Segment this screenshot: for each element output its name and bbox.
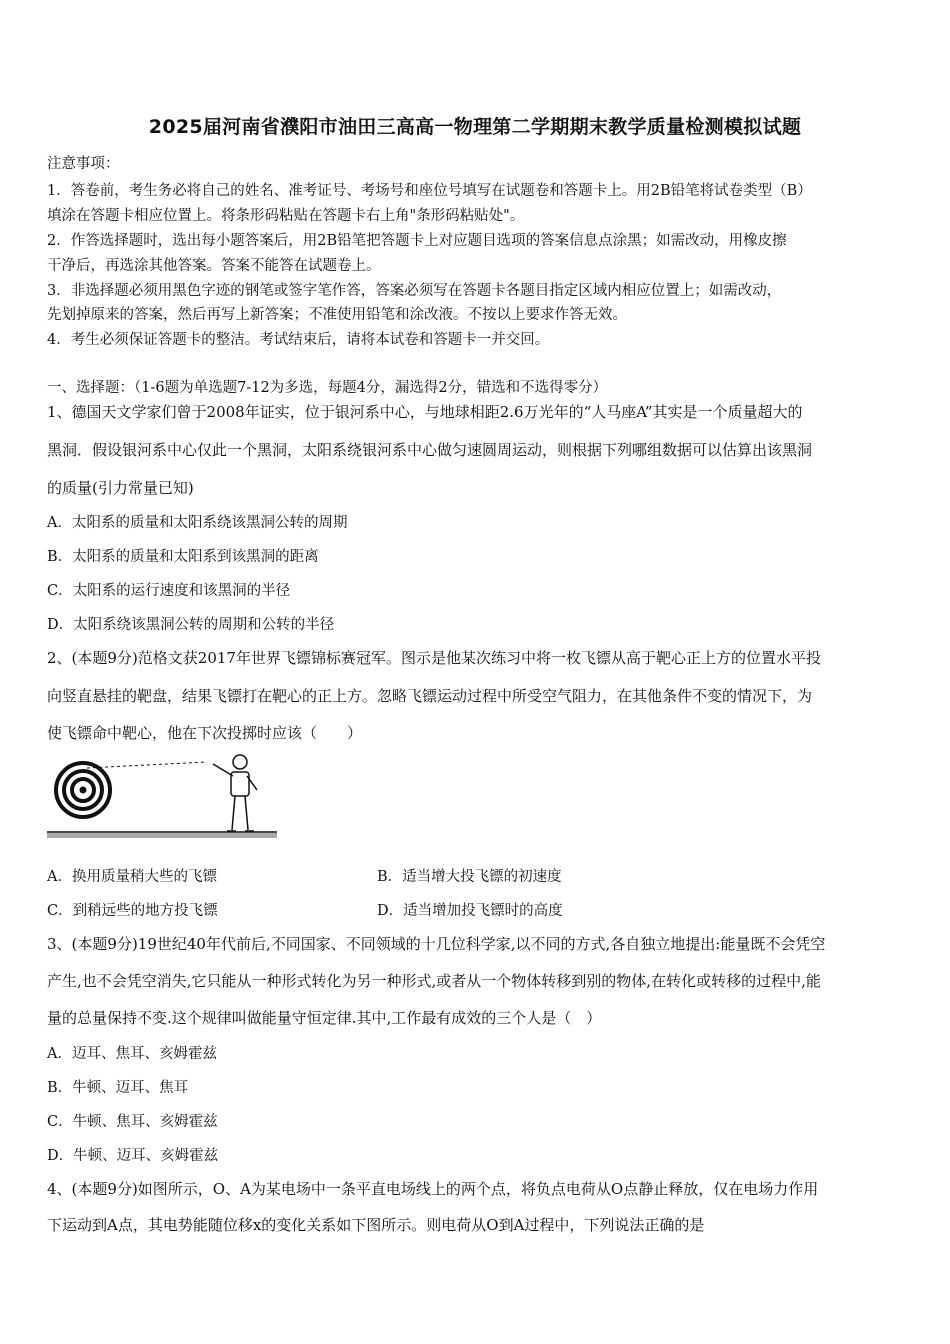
target-icon <box>56 763 110 817</box>
question-1-option-c: C．太阳系的运行速度和该黑洞的半径 <box>47 583 291 599</box>
question-4-text: 下运动到A点，其电势能随位移x的变化关系如下图所示。则电荷从O到A过程中，下列说法正确的是 <box>47 1216 705 1234</box>
question-2-option-d: D．适当增加投飞镖时的高度 <box>377 903 563 919</box>
section-heading: 一、选择题：（1-6题为单选题7-12为多选，每题4分，漏选得2分，错选和不选得零分） <box>47 380 608 396</box>
question-3-text: 产生,也不会凭空消失,它只能从一种形式转化为另一种形式,或者从一个物体转移到别的物体,在转化或转移的过程中,能 <box>47 972 821 990</box>
notice-line: 3．非选择题必须用黑色字迹的钢笔或签字笔作答，答案必须写在答题卡各题目指定区域内相应位置上；如需改动， <box>47 283 782 299</box>
ground-icon <box>47 832 277 838</box>
notice-line: 1．答卷前，考生务必将自己的姓名、准考证号、考场号和座位号填写在试题卷和答题卡上。用2B铅笔将试卷类型（B） <box>47 183 812 199</box>
notice-heading: 注意事项： <box>47 156 120 172</box>
notice-line: 先划掉原来的答案，然后再写上新答案；不准使用铅笔和涂改液。不按以上要求作答无效。 <box>47 307 627 323</box>
question-1-option-b: B．太阳系的质量和太阳系到该黑洞的距离 <box>47 549 319 565</box>
question-3-text: 量的总量保持不变.这个规律叫做能量守恒定律.其中,工作最有成效的三个人是（ ） <box>47 1009 602 1027</box>
thrower-icon <box>213 755 257 831</box>
question-2-text: 使飞镖命中靶心，他在下次投掷时应该（ ） <box>47 724 363 742</box>
question-2-option-c: C．到稍远些的地方投飞镖 <box>47 903 218 919</box>
question-1-option-a: A．太阳系的质量和太阳系绕该黑洞公转的周期 <box>47 515 348 531</box>
question-1-text: 的质量(引力常量已知) <box>47 479 194 497</box>
question-2-text: 向竖直悬挂的靶盘，结果飞镖打在靶心的正上方。忽略飞镖运动过程中所受空气阻力，在其他条件不变的情况下，为 <box>47 687 813 705</box>
notice-line: 2．作答选择题时，选出每小题答案后，用2B铅笔把答题卡上对应题目选项的答案信息点涂黑；如需改动，用橡皮擦 <box>47 233 787 249</box>
question-3-option-a: A．迈耳、焦耳、亥姆霍兹 <box>47 1046 217 1062</box>
notice-line: 干净后，再选涂其他答案。答案不能答在试题卷上。 <box>47 258 381 274</box>
question-3-option-d: D．牛顿、迈耳、亥姆霍兹 <box>47 1148 219 1164</box>
notice-line: 填涂在答题卡相应位置上。将条形码粘贴在答题卡右上角"条形码粘贴处"。 <box>47 208 525 224</box>
question-3-option-b: B．牛顿、迈耳、焦耳 <box>47 1080 189 1096</box>
question-2-text: 2、(本题9分)范格文获2017年世界飞镖锦标赛冠军。图示是他某次练习中将一枚飞镖从高于靶心正上方的位置水平投 <box>47 649 821 667</box>
question-4-text: 4、(本题9分)如图所示，O、A为某电场中一条平直电场线上的两个点，将负点电荷从O点静止释放，仅在电场力作用 <box>47 1180 819 1198</box>
question-1-text: 黑洞．假设银河系中心仅此一个黑洞，太阳系绕银河系中心做匀速圆周运动，则根据下列哪组数据可以估算出该黑洞 <box>47 441 813 459</box>
question-1-text: 1、德国天文学家们曾于2008年证实，位于银河系中心，与地球相距2.6万光年的“人马座A”其实是一个质量超大的 <box>47 403 803 421</box>
dart-trajectory <box>87 762 207 768</box>
question-1-option-d: D．太阳系绕该黑洞公转的周期和公转的半径 <box>47 617 335 633</box>
page-title: 2025届河南省濮阳市油田三高高一物理第二学期期末教学质量检测模拟试题 <box>148 116 802 138</box>
dart-target-figure <box>47 752 277 842</box>
question-2-option-a: A．换用质量稍大些的飞镖 <box>47 869 217 885</box>
question-2-option-b: B．适当增大投飞镖的初速度 <box>377 869 562 885</box>
question-3-option-c: C．牛顿、焦耳、亥姆霍兹 <box>47 1114 218 1130</box>
question-3-text: 3、(本题9分)19世纪40年代前后,不同国家、不同领域的十几位科学家,以不同的方式,各自独立地提出:能量既不会凭空 <box>47 935 826 953</box>
notice-line: 4．考生必须保证答题卡的整洁。考试结束后，请将本试卷和答题卡一并交回。 <box>47 332 550 348</box>
